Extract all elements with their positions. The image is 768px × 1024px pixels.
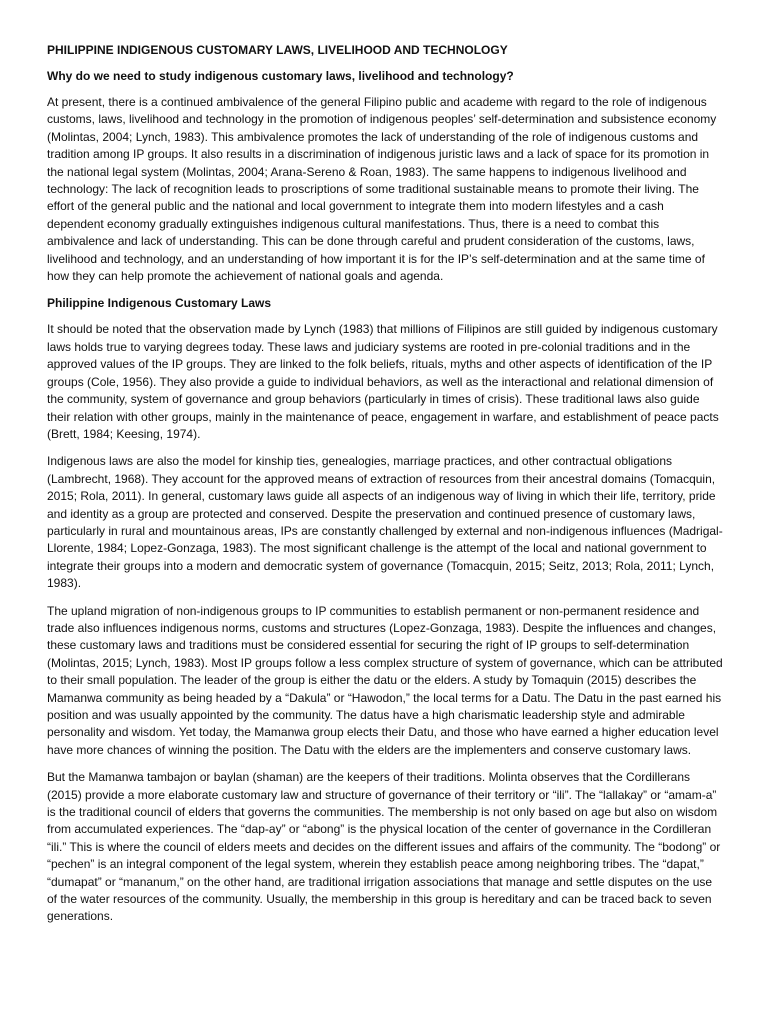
body-paragraph: It should be noted that the observation made by Lynch (1983) that millions of Filipinos are still guided by indigenous customary laws holds true to varying degrees today. These laws and judiciary systems are rooted in pre-colonial traditions and in the approved values of the IP groups. They are linked to the folk beliefs, rituals, myths and other aspects of identification of the IP groups (Cole, 1956). They also provide a guide to individual behaviors, as well as the interactional and relational dimension of the community, system of governance and group behaviors (particularly in times of crisis). These traditional laws also guide their relation with other groups, mainly in the maintenance of peace, engagement in warfare, and establishment of peace pacts (Brett, 1984; Keesing, 1974). [47,322,719,441]
body-paragraph: But the Mamanwa tambajon or baylan (shaman) are the keepers of their traditions. Molinta observes that the Cordillerans (2015) provide a more elaborate customary law and structure of governance of their territory or “ili”. The “lallakay” or “amam-a” is the traditional council of elders that governs the communities. The membership is not only based on age but also on wisdom from accumulated experiences. The “dap-ay” or “abong” is the physical location of the center of governance in the Cordilleran “ili.” This is where the council of elders meets and decides on the different issues and affairs of the community. The “bodong” or “pechen” is an integral component of the legal system, wherein they establish peace among neighboring tribes. The “dapat,” “dumapat” or “mananum,” on the other hand, are traditional irrigation associations that manage and settle disputes on the use of the water resources of the community. Usually, the membership in this group is hereditary and can be traced back to seven generations. [47,770,721,924]
document-title: PHILIPPINE INDIGENOUS CUSTOMARY LAWS, LIVELIHOOD AND TECHNOLOGY [47,43,508,57]
section-heading: Philippine Indigenous Customary Laws [47,296,272,311]
question-heading: Why do we need to study indigenous customary laws, livelihood and technology? [47,69,514,83]
intro-paragraph: At present, there is a continued ambivalence of the general Filipino public and academe with regard to the role of indigenous customs, laws, livelihood and technology in the promotion of indigenous peoples’ self-determination and subsistence economy (Molintas, 2004; Lynch, 1983). This ambivalence promotes the lack of understanding of the role of indigenous customs and tradition among IP groups. It also results in a discrimination of indigenous juristic laws and a lack of space for its promotion in the national legal system (Molintas, 2004; Arana-Sereno & Roan, 1983). The same happens to indigenous livelihood and technology: The lack of recognition leads to proscriptions of some traditional sustainable means to promote their living. The effort of the general public and the national and local government to integrate them into modern lifestyles and a cash dependent economy gradually extinguishes indigenous cultural manifestations. Thus, there is a need to combat this ambivalence and lack of understanding. This can be done through careful and prudent consideration of the customs, laws, livelihood and technology, and an understanding of how important it is for the IP’s self-determination and at the same time of how they can help promote the achievement of national goals and agenda. [47,95,717,284]
body-paragraph: Indigenous laws are also the model for kinship ties, genealogies, marriage practices, and other contractual obligations (Lambrecht, 1968). They account for the approved means of extraction of resources from their ancestral domains (Tomacquin, 2015; Rola, 2011). In general, customary laws guide all aspects of an indigenous way of living in which their life, territory, pride and identity as a group are protected and conserved. Despite the preservation and continued presence of customary laws, particularly in rural and mountainous areas, IPs are constantly challenged by external and non-indigenous influences (Madrigal-Llorente, 1984; Lopez-Gonzaga, 1983). The most significant challenge is the attempt of the local and national government to integrate their groups into a modern and democratic system of governance (Tomacquin, 2015; Seitz, 2013; Rola, 2011; Lynch, 1983). [47,454,723,591]
document-page [47,42,723,936]
body-paragraph: The upland migration of non-indigenous groups to IP communities to establish permanent or non-permanent residence and trade also influences indigenous norms, customs and structures (Lopez-Gonzaga, 1983). Despite the influences and changes, these customary laws and traditions must be considered essential for securing the right of IP groups to self-determination (Molintas, 2015; Lynch, 1983). Most IP groups follow a less complex structure of system of governance, which can be attributed to their small population. The leader of the group is either the datu or the elders. A study by Tomaquin (2015) describes the Mamanwa community as being headed by a “Dakula” or “Hawodon,” the local terms for a Datu. The Datu in the past earned his position and was usually appointed by the community. The datus have a high charismatic leadership style and admirable personality and wisdom. Yet today, the Mamanwa group elects their Datu, and those who have earned a higher education level have more chances of winning the position. The Datu with the elders are the implementers and conserve customary laws. [47,603,723,757]
